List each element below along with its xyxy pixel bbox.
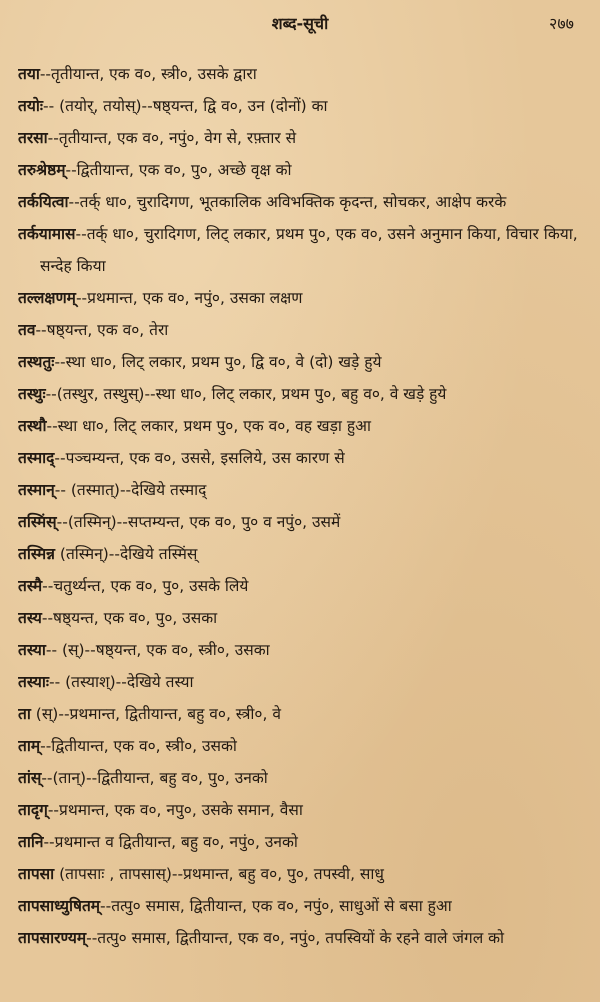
glossary-entry (18, 666, 586, 698)
definition: --द्वितीयान्त, एक व०, पु०, अच्छे वृक्ष को (65, 161, 292, 179)
headword: तल्लक्षणम् (18, 289, 76, 307)
headword: तस्मिन्न (18, 545, 55, 563)
glossary-entry (18, 634, 586, 666)
definition: --(तान्)--द्वितीयान्त, बहु व०, पु०, उनको (41, 769, 268, 787)
headword: तर्कयित्वा (18, 193, 69, 211)
definition: --तृतीयान्त, एक व०, स्त्री०, उसके द्वारा (39, 65, 257, 83)
headword: तस्माद् (18, 449, 55, 467)
definition: --षष्ठ्यन्त, एक व०, पु०, उसका (41, 609, 218, 627)
definition: --षष्ठ्यन्त, एक व०, तेरा (35, 321, 169, 339)
headword: तस्मै (18, 577, 43, 595)
glossary-entry (18, 186, 586, 218)
glossary-entry (18, 154, 586, 186)
headword: तर्कयामास (18, 225, 76, 243)
definition: --तत्पु० समास, द्वितीयान्त, एक व०, नपुं०, साधुओं से बसा हुआ (100, 897, 452, 915)
definition: --स्था धा०, लिट् लकार, प्रथम पु०, एक व०, वह खड़ा हुआ (46, 417, 371, 435)
glossary-entry (18, 122, 586, 154)
glossary-entry (18, 538, 586, 570)
headword: ता (18, 705, 31, 723)
headword: तस्या (18, 641, 46, 659)
headword: तापसाध्युषितम् (18, 897, 101, 915)
definition: -- (तयोर्, तयोस्)--षष्ठ्यन्त, द्वि व०, उन (दोनों) का (42, 97, 328, 115)
glossary-entry (18, 602, 586, 634)
glossary-list (18, 58, 586, 954)
glossary-entry (18, 346, 586, 378)
glossary-entry (18, 506, 586, 538)
headword: तांस् (18, 769, 42, 787)
glossary-entry (18, 410, 586, 442)
glossary-entry (18, 794, 586, 826)
page-number: २७७ (549, 14, 574, 33)
headword: तस्थुः (18, 385, 46, 403)
glossary-entry (18, 378, 586, 410)
glossary-entry (18, 90, 586, 122)
definition: (स्)--प्रथमान्त, द्वितीयान्त, बहु व०, स्त्री०, वे (30, 705, 281, 723)
definition: -- (स्)--षष्ठ्यन्त, एक व०, स्त्री०, उसका (45, 641, 270, 659)
glossary-entry (18, 570, 586, 602)
definition: --प्रथमान्त, एक व०, नपु०, उसके समान, वैसा (47, 801, 303, 819)
glossary-entry (18, 890, 586, 922)
definition: -- (तस्मात्)--देखिये तस्माद् (54, 481, 207, 499)
headword: तस्थतुः (18, 353, 55, 371)
headword: तस्य (18, 609, 42, 627)
glossary-entry (18, 58, 586, 90)
headword: तस्मान् (18, 481, 55, 499)
headword: तया (18, 65, 40, 83)
glossary-entry (18, 730, 586, 762)
glossary-entry (18, 826, 586, 858)
definition: --(तस्थुर, तस्थुस्)--स्था धा०, लिट् लकार, प्रथम पु०, बहु व०, वे खड़े हुये (45, 385, 447, 403)
definition: --प्रथमान्त, एक व०, नपुं०, उसका लक्षण (75, 289, 303, 307)
headword: तापसा (18, 865, 55, 883)
definition: --तृतीयान्त, एक व०, नपुं०, वेग से, रफ़्तार से (47, 129, 297, 147)
glossary-entry (18, 698, 586, 730)
headword: तानि (18, 833, 44, 851)
definition: --द्वितीयान्त, एक व०, स्त्री०, उसको (40, 737, 237, 755)
definition: --तर्क् धा०, चुरादिगण, लिट् लकार, प्रथम पु०, एक व०, उसने अनुमान किया, विचार किया, सन्देह किया (40, 225, 578, 275)
headword: तापसारण्यम् (18, 929, 87, 947)
definition: --चतुर्थ्यन्त, एक व०, पु०, उसके लिये (42, 577, 249, 595)
glossary-entry (18, 922, 586, 954)
glossary-entry (18, 474, 586, 506)
headword: तस्मिंस् (18, 513, 57, 531)
glossary-entry (18, 314, 586, 346)
definition: (तस्मिन्)--देखिये तस्मिंस् (54, 545, 198, 563)
definition: --पञ्चम्यन्त, एक व०, उससे, इसलिये, उस कारण से (54, 449, 345, 467)
definition: --(तस्मिन्)--सप्तम्यन्त, एक व०, पु० व नपुं०, उसमें (56, 513, 341, 531)
headword: तरसा (18, 129, 48, 147)
glossary-entry (18, 282, 586, 314)
definition: (तापसाः , तापसास्)--प्रथमान्त, बहु व०, पु०, तपस्वी, साधु (54, 865, 384, 883)
headword: ताम् (18, 737, 41, 755)
definition: -- (तस्याश्)--देखिये तस्या (49, 673, 194, 691)
glossary-entry (18, 218, 586, 282)
definition: --तर्क् धा०, चुरादिगण, भूतकालिक अविभक्तिक कृदन्त, सोचकर, आक्षेप करके (68, 193, 507, 211)
headword: तरुश्रेष्ठम् (18, 161, 66, 179)
definition: --प्रथमान्त व द्वितीयान्त, बहु व०, नपुं०, उनको (43, 833, 298, 851)
glossary-entry (18, 442, 586, 474)
headword: तस्याः (18, 673, 50, 691)
page-header (18, 0, 582, 48)
definition: --तत्पु० समास, द्वितीयान्त, एक व०, नपुं०, तपस्वियों के रहने वाले जंगल को (86, 929, 505, 947)
glossary-entry (18, 858, 586, 890)
page-title: शब्द-सूची (271, 14, 329, 33)
headword: तव (18, 321, 36, 339)
headword: तस्थौ (18, 417, 47, 435)
headword: तयोः (18, 97, 43, 115)
definition: --स्था धा०, लिट् लकार, प्रथम पु०, द्वि व०, वे (दो) खड़े हुये (54, 353, 382, 371)
headword: तादृग् (18, 801, 48, 819)
glossary-entry (18, 762, 586, 794)
